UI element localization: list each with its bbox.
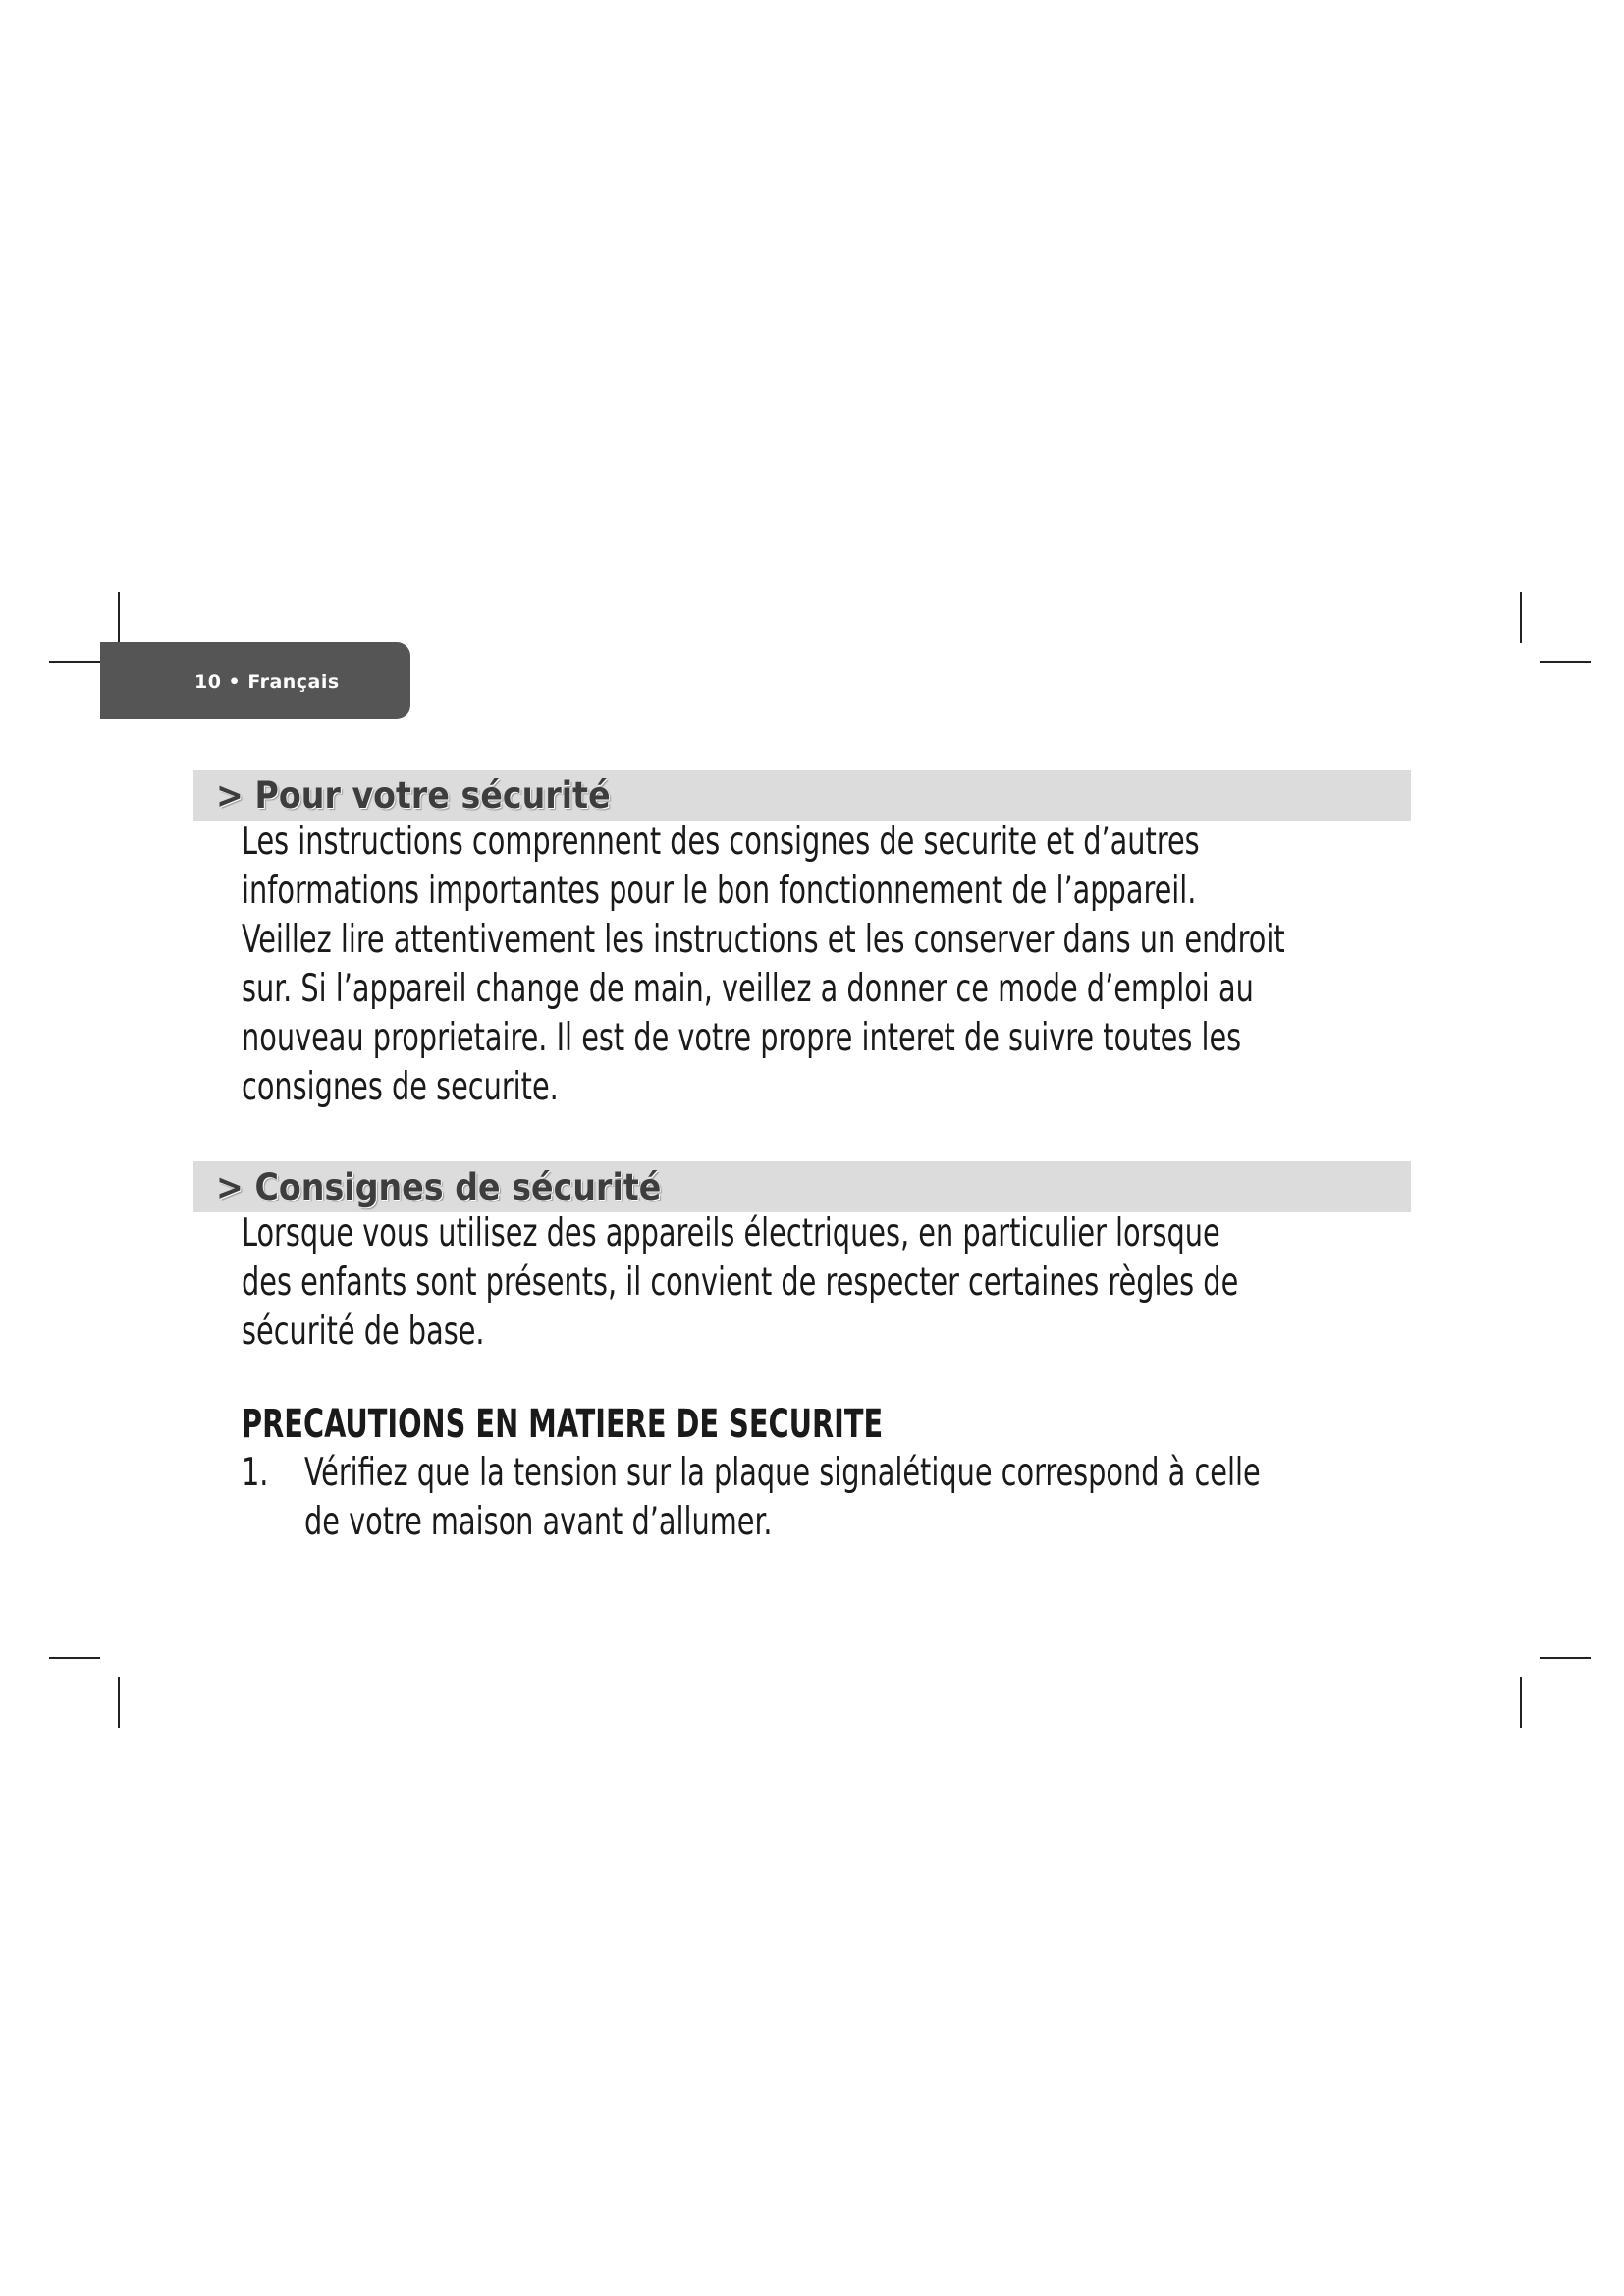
crop-mark-top-left-vertical <box>118 592 120 643</box>
section-heading-text: > Pour votre sécurité <box>216 774 611 817</box>
paragraph-line: informations importantes pour le bon fonctionnement de l’appareil. <box>242 869 1197 913</box>
section-paragraph-safety <box>242 818 1449 1112</box>
section-heading-text: > Consignes de sécurité <box>216 1166 662 1208</box>
crop-mark-top-right-vertical <box>1520 592 1522 643</box>
list-item-line: de votre maison avant d’allumer. <box>303 1500 773 1544</box>
crop-mark-bottom-right-vertical <box>1520 1677 1522 1728</box>
paragraph-line: sécurité de base. <box>242 1309 485 1354</box>
section-heading-safety <box>193 770 1411 821</box>
section-heading-safety-instructions <box>193 1161 1411 1212</box>
paragraph-line: des enfants sont présents, il convient de respecter certaines règles de <box>242 1260 1239 1305</box>
list-item-text <box>304 1449 1261 1547</box>
crop-mark-top-right-horizontal <box>1540 661 1591 663</box>
paragraph-line: sur. Si l’appareil change de main, veillez a donner ce mode d’emploi au <box>242 967 1254 1011</box>
paragraph-line: consignes de securite. <box>242 1065 559 1109</box>
crop-mark-bottom-left-vertical <box>118 1677 120 1728</box>
section-paragraph-safety-instructions <box>242 1209 1449 1357</box>
paragraph-line: Lorsque vous utilisez des appareils électriques, en particulier lorsque <box>242 1211 1220 1255</box>
page-number-tab <box>100 642 410 719</box>
page-number-label: 10 • Français <box>194 671 340 693</box>
list-item-line: Vérifiez que la tension sur la plaque signalétique correspond à celle <box>303 1451 1261 1495</box>
list-item-number: 1. <box>242 1451 269 1495</box>
paragraph-line: Les instructions comprennent des consignes de securite et d’autres <box>242 820 1200 864</box>
paragraph-line: Veillez lire attentivement les instructions et les conserver dans un endroit <box>242 918 1285 962</box>
crop-mark-bottom-right-horizontal <box>1540 1657 1591 1659</box>
precautions-title: PRECAUTIONS EN MATIERE DE SECURITE <box>242 1402 884 1447</box>
paragraph-line: nouveau proprietaire. Il est de votre propre interet de suivre toutes les <box>242 1016 1242 1060</box>
crop-mark-bottom-left-horizontal <box>49 1657 100 1659</box>
crop-mark-top-left-horizontal <box>49 661 100 663</box>
